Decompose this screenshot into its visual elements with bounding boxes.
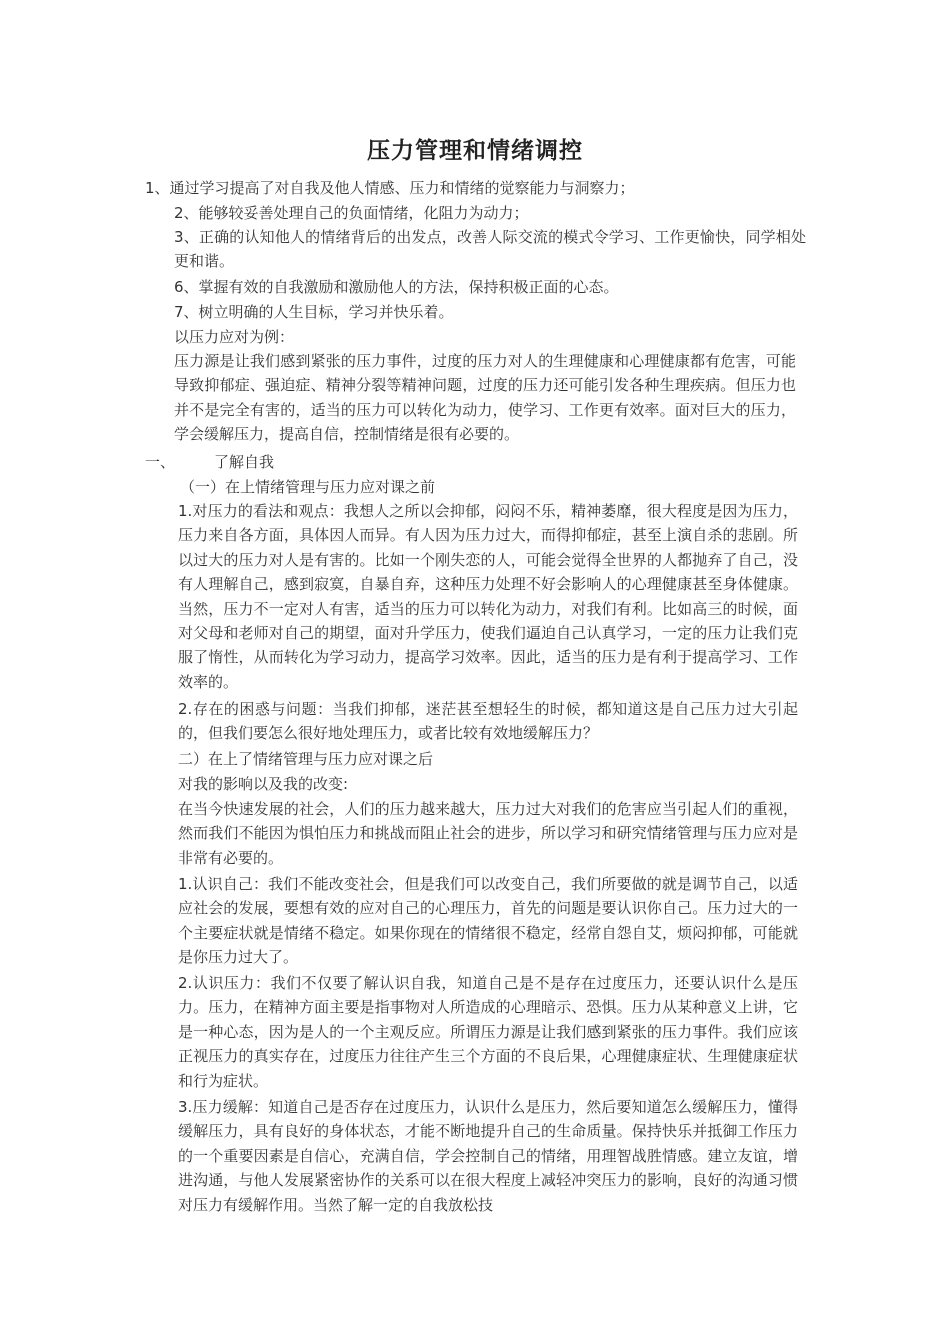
section-number: 一、 [145, 453, 176, 471]
example-label: 以压力应对为例： [174, 328, 295, 346]
subsection-2-lead: 对我的影响以及我的改变: [178, 775, 349, 793]
subsection-2-paragraph-3: 3.压力缓解：知道自己是否存在过度压力，认识什么是压力，然后要知道怎么缓解压力，懂得缓解压力，具有良好的身体状态，才能不断地提升自己的生命质量。保持快乐并抵御工作压力的一个重要因素是自信心，充满自信，学会控制自己的情绪，用理智战胜情感。建立友谊，增进沟通，与他人发展紧密协作的关系可以在很大程度上减轻冲突压力的影响，良好的沟通习惯对压力有缓解作用。当然了解一定的自我放松技 [178, 1098, 798, 1214]
subsection-1-paragraph-2: 2.存在的困惑与问题：当我们抑郁，迷茫甚至想轻生的时候，都知道这是自己压力过大引起的，但我们要怎么很好地处理压力，或者比较有效地缓解压力？ [178, 700, 798, 743]
intro-item-3: 3、正确的认知他人的情绪背后的出发点，改善人际交流的模式令学习、工作更愉快，同学相处更和谐。 [174, 228, 806, 271]
intro-item-2: 2、能够较妥善处理自己的负面情绪，化阻力为动力； [174, 204, 529, 222]
subsection-2-heading: 二）在上了情绪管理与压力应对课之后 [178, 750, 434, 768]
intro-item-7: 7、树立明确的人生目标，学习并快乐着。 [174, 303, 454, 321]
intro-item-6: 6、掌握有效的自我激励和激励他人的方法，保持积极正面的心态。 [174, 278, 619, 296]
section-heading: 了解自我 [214, 453, 275, 471]
intro-item-1: 1、通过学习提高了对自我及他人情感、压力和情绪的觉察能力与洞察力； [145, 179, 635, 197]
subsection-2-paragraph-2: 2.认识压力：我们不仅要了解认识自我，知道自己是不是存在过度压力，还要认识什么是压力。压力，在精神方面主要是指事物对人所造成的心理暗示、恐惧。压力从某种意义上讲，它是一种心态，因为是人的一个主观反应。所谓压力源是让我们感到紧张的压力事件。我们应该正视压力的真实存在，过度压力往往产生三个方面的不良后果，心理健康症状、生理健康症状和行为症状。 [178, 974, 798, 1090]
subsection-2-paragraph-0: 在当今快速发展的社会，人们的压力越来越大，压力过大对我们的危害应当引起人们的重视，然而我们不能因为惧怕压力和挑战而阻止社会的进步，所以学习和研究情绪管理与压力应对是非常有必要的。 [178, 800, 798, 867]
subsection-2-paragraph-1: 1.认识自己：我们不能改变社会，但是我们可以改变自己，我们所要做的就是调节自己，以适应社会的发展，要想有效的应对自己的心理压力，首先的问题是要认识你自己。压力过大的一个主要症状就是情绪不稳定。如果你现在的情绪很不稳定，经常自怨自艾，烦闷抑郁，可能就是你压力过大了。 [178, 875, 798, 967]
subsection-1-paragraph-1: 1.对压力的看法和观点：我想人之所以会抑郁，闷闷不乐，精神萎靡，很大程度是因为压力，压力来自各方面，具体因人而异。有人因为压力过大，而得抑郁症，甚至上演自杀的悲剧。所以过大的压力对人是有害的。比如一个刚失恋的人，可能会觉得全世界的人都抛弃了自己，没有人理解自己，感到寂寞，自暴自弃，这种压力处理不好会影响人的心理健康甚至身体健康。当然，压力不一定对人有害，适当的压力可以转化为动力，对我们有利。比如高三的时候，面对父母和老师对自己的期望，面对升学压力，使我们逼迫自己认真学习，一定的压力让我们克服了惰性，从而转化为学习动力，提高学习效率。因此，适当的压力是有利于提高学习、工作效率的。 [178, 502, 798, 691]
subsection-1-heading: （一）在上情绪管理与压力应对课之前 [180, 478, 436, 496]
example-paragraph: 压力源是让我们感到紧张的压力事件，过度的压力对人的生理健康和心理健康都有危害，可能导致抑郁症、强迫症、精神分裂等精神问题，过度的压力还可能引发各种生理疾病。但压力也并不是完全有害的，适当的压力可以转化为动力，使学习、工作更有效率。面对巨大的压力，学会缓解压力，提高自信，控制情绪是很有必要的。 [174, 352, 796, 444]
document-title: 压力管理和情绪调控 [367, 138, 583, 164]
